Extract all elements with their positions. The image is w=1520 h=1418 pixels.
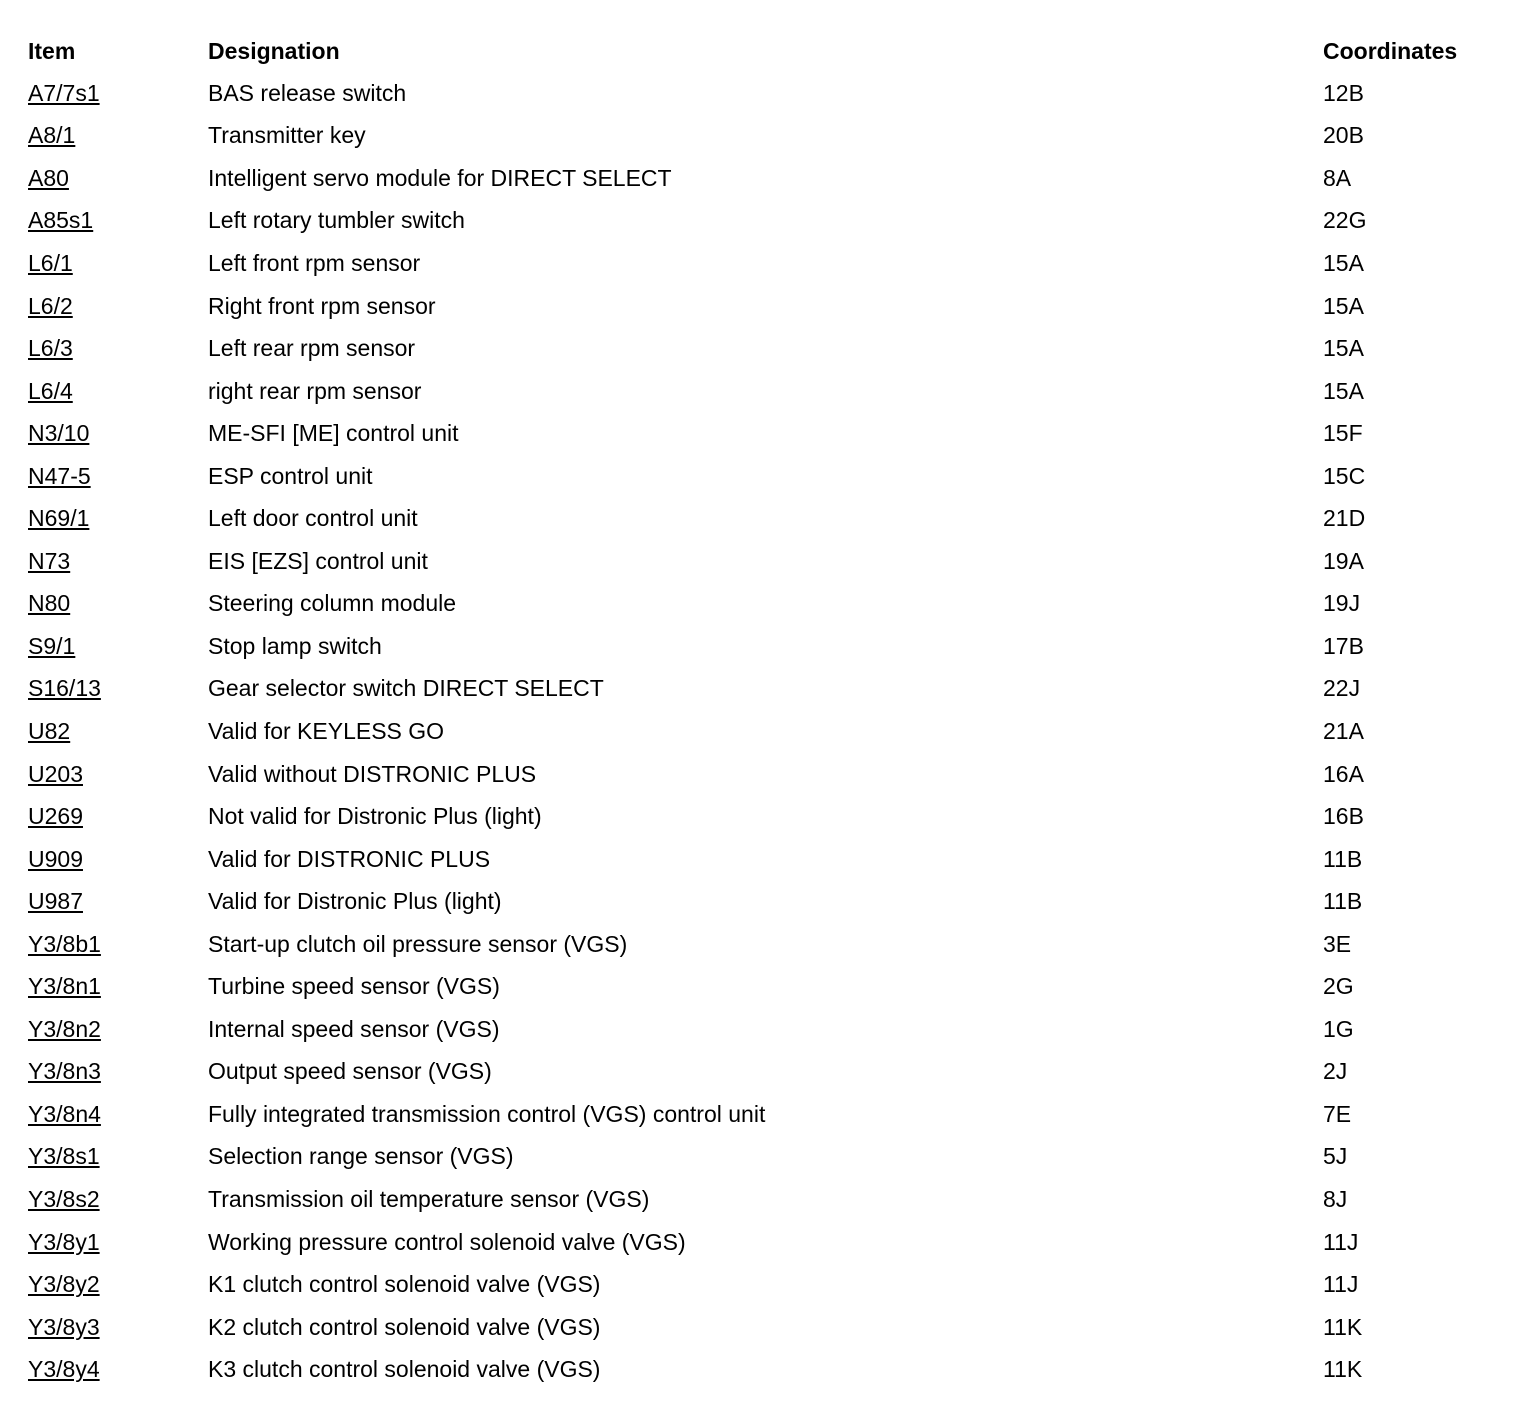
item-link[interactable]: A80	[28, 164, 69, 191]
item-cell	[28, 965, 208, 1008]
table-row	[28, 583, 1498, 626]
item-cell	[28, 668, 208, 711]
designation-cell: Left rear rpm sensor	[208, 335, 416, 362]
item-link[interactable]: N47-5	[28, 462, 91, 489]
designation-cell: Selection range sensor (VGS)	[208, 1143, 514, 1170]
item-cell	[28, 625, 208, 668]
item-link[interactable]: L6/3	[28, 335, 73, 362]
item-cell	[28, 1051, 208, 1094]
item-cell	[28, 242, 208, 285]
item-link[interactable]: Y3/8y2	[28, 1271, 100, 1298]
item-cell	[28, 285, 208, 328]
table-row	[28, 157, 1498, 200]
table-row	[28, 540, 1498, 583]
item-link[interactable]: N69/1	[28, 505, 90, 532]
table-row	[28, 1306, 1498, 1349]
designation-cell: Steering column module	[208, 590, 457, 617]
coordinates-cell: 11B	[1323, 845, 1363, 872]
table-row	[28, 965, 1498, 1008]
item-cell	[28, 710, 208, 753]
item-cell	[28, 880, 208, 923]
item-cell	[28, 795, 208, 838]
item-cell	[28, 370, 208, 413]
item-cell	[28, 1008, 208, 1051]
designation-cell: ME-SFI [ME] control unit	[208, 420, 459, 447]
coordinates-cell: 15A	[1323, 377, 1364, 404]
item-cell	[28, 1263, 208, 1306]
coordinates-cell: 16A	[1323, 760, 1364, 787]
designation-cell: Valid for DISTRONIC PLUS	[208, 845, 491, 872]
designation-cell: Transmission oil temperature sensor (VGS)	[208, 1185, 650, 1212]
item-cell	[28, 1348, 208, 1391]
item-link[interactable]: Y3/8n2	[28, 1015, 101, 1042]
coordinates-cell: 11K	[1323, 1313, 1363, 1340]
coordinates-cell: 7E	[1323, 1100, 1352, 1127]
table-row	[28, 412, 1498, 455]
table-row	[28, 710, 1498, 753]
table-row	[28, 838, 1498, 881]
item-cell	[28, 157, 208, 200]
item-link[interactable]: U909	[28, 845, 83, 872]
coordinates-cell: 22G	[1323, 207, 1367, 234]
item-link[interactable]: Y3/8y4	[28, 1356, 100, 1383]
coordinates-cell: 19A	[1323, 547, 1364, 574]
table-row	[28, 625, 1498, 668]
coordinates-cell: 15A	[1323, 335, 1364, 362]
item-link[interactable]: A85s1	[28, 207, 94, 234]
designation-cell: Left door control unit	[208, 505, 418, 532]
item-cell	[28, 455, 208, 498]
item-link[interactable]: Y3/8n1	[28, 973, 101, 1000]
item-link[interactable]: Y3/8s2	[28, 1185, 100, 1212]
item-cell	[28, 412, 208, 455]
coordinates-cell: 19J	[1323, 590, 1361, 617]
item-link[interactable]: Y3/8b1	[28, 930, 101, 957]
table-body	[28, 72, 1498, 1391]
table-row	[28, 370, 1498, 413]
header-designation: Designation	[208, 37, 340, 64]
coordinates-cell: 15A	[1323, 292, 1364, 319]
item-cell	[28, 1136, 208, 1179]
coordinates-cell: 21A	[1323, 717, 1364, 744]
item-cell	[28, 753, 208, 796]
designation-cell: Valid for KEYLESS GO	[208, 717, 445, 744]
designation-cell: Transmitter key	[208, 122, 366, 149]
header-item: Item	[28, 37, 76, 64]
item-link[interactable]: U82	[28, 717, 71, 744]
designation-cell: Working pressure control solenoid valve (VGS)	[208, 1228, 686, 1255]
designation-cell: EIS [EZS] control unit	[208, 547, 428, 574]
item-cell	[28, 923, 208, 966]
item-link[interactable]: S16/13	[28, 675, 101, 702]
table-row	[28, 923, 1498, 966]
designation-cell: ESP control unit	[208, 462, 373, 489]
item-cell	[28, 838, 208, 881]
coordinates-cell: 11B	[1323, 888, 1363, 915]
designation-cell: BAS release switch	[208, 79, 407, 106]
item-link[interactable]: U269	[28, 803, 83, 830]
table-row	[28, 880, 1498, 923]
item-link[interactable]: A7/7s1	[28, 79, 100, 106]
designation-cell: Stop lamp switch	[208, 632, 382, 659]
coordinates-cell: 15C	[1323, 462, 1366, 489]
item-link[interactable]: Y3/8n4	[28, 1100, 101, 1127]
table-row	[28, 1221, 1498, 1264]
table-row	[28, 753, 1498, 796]
coordinates-cell: 2G	[1323, 973, 1354, 1000]
item-cell	[28, 583, 208, 626]
coordinates-cell: 11K	[1323, 1356, 1363, 1383]
coordinates-cell: 8A	[1323, 164, 1352, 191]
table-row	[28, 200, 1498, 243]
table-row	[28, 795, 1498, 838]
table-row	[28, 1136, 1498, 1179]
coordinates-cell: 1G	[1323, 1015, 1354, 1042]
item-cell	[28, 1221, 208, 1264]
item-link[interactable]: Y3/8s1	[28, 1143, 100, 1170]
item-link[interactable]: N73	[28, 547, 71, 574]
item-link[interactable]: N80	[28, 590, 71, 617]
table-row	[28, 497, 1498, 540]
designation-cell: right rear rpm sensor	[208, 377, 422, 404]
coordinates-cell: 11J	[1323, 1228, 1359, 1255]
designation-cell: Left rotary tumbler switch	[208, 207, 465, 234]
item-cell	[28, 1306, 208, 1349]
table-row	[28, 327, 1498, 370]
item-link[interactable]: S9/1	[28, 632, 76, 659]
designation-cell: Turbine speed sensor (VGS)	[208, 973, 500, 1000]
item-link[interactable]: L6/1	[28, 249, 73, 276]
coordinates-cell: 21D	[1323, 505, 1366, 532]
item-link[interactable]: U987	[28, 888, 83, 915]
item-link[interactable]: L6/2	[28, 292, 73, 319]
table-row	[28, 455, 1498, 498]
coordinates-cell: 17B	[1323, 632, 1364, 659]
table-row	[28, 72, 1498, 115]
coordinates-cell: 15A	[1323, 249, 1364, 276]
table-row	[28, 1051, 1498, 1094]
designation-cell: K3 clutch control solenoid valve (VGS)	[208, 1356, 601, 1383]
table-row	[28, 1348, 1498, 1391]
table-row	[28, 115, 1498, 158]
designation-cell: Valid without DISTRONIC PLUS	[208, 760, 537, 787]
coordinates-cell: 12B	[1323, 79, 1364, 106]
item-cell	[28, 1178, 208, 1221]
coordinates-cell: 15F	[1323, 420, 1363, 447]
coordinates-cell: 3E	[1323, 930, 1352, 957]
table-row	[28, 1093, 1498, 1136]
coordinates-cell: 20B	[1323, 122, 1364, 149]
item-link[interactable]: L6/4	[28, 377, 73, 404]
coordinates-cell: 22J	[1323, 675, 1361, 702]
component-legend-table	[28, 30, 1498, 1391]
item-link[interactable]: Y3/8n3	[28, 1058, 101, 1085]
table-row	[28, 1008, 1498, 1051]
item-link[interactable]: N3/10	[28, 420, 90, 447]
table-row	[28, 1263, 1498, 1306]
table-row	[28, 285, 1498, 328]
designation-cell: K2 clutch control solenoid valve (VGS)	[208, 1313, 601, 1340]
item-link[interactable]: Y3/8y3	[28, 1313, 100, 1340]
designation-cell: Start-up clutch oil pressure sensor (VGS)	[208, 930, 628, 957]
item-cell	[28, 200, 208, 243]
item-link[interactable]: Y3/8y1	[28, 1228, 100, 1255]
designation-cell: Left front rpm sensor	[208, 249, 421, 276]
item-link[interactable]: U203	[28, 760, 83, 787]
designation-cell: Gear selector switch DIRECT SELECT	[208, 675, 604, 702]
designation-cell: Valid for Distronic Plus (light)	[208, 888, 502, 915]
coordinates-cell: 16B	[1323, 803, 1364, 830]
designation-cell: K1 clutch control solenoid valve (VGS)	[208, 1271, 601, 1298]
coordinates-cell: 11J	[1323, 1271, 1359, 1298]
header-coordinates: Coordinates	[1323, 37, 1458, 64]
item-cell	[28, 540, 208, 583]
item-cell	[28, 327, 208, 370]
designation-cell: Fully integrated transmission control (VGS) control unit	[208, 1100, 766, 1127]
designation-cell: Intelligent servo module for DIRECT SELECT	[208, 164, 672, 191]
coordinates-cell: 5J	[1323, 1143, 1348, 1170]
designation-cell: Right front rpm sensor	[208, 292, 436, 319]
table-row	[28, 242, 1498, 285]
table-row	[28, 1178, 1498, 1221]
coordinates-cell: 2J	[1323, 1058, 1348, 1085]
item-cell	[28, 72, 208, 115]
designation-cell: Output speed sensor (VGS)	[208, 1058, 492, 1085]
item-cell	[28, 1093, 208, 1136]
item-cell	[28, 497, 208, 540]
designation-cell: Internal speed sensor (VGS)	[208, 1015, 500, 1042]
item-cell	[28, 115, 208, 158]
designation-cell: Not valid for Distronic Plus (light)	[208, 803, 542, 830]
table-row	[28, 668, 1498, 711]
table-header-row	[28, 30, 1498, 72]
item-link[interactable]: A8/1	[28, 122, 76, 149]
coordinates-cell: 8J	[1323, 1185, 1348, 1212]
